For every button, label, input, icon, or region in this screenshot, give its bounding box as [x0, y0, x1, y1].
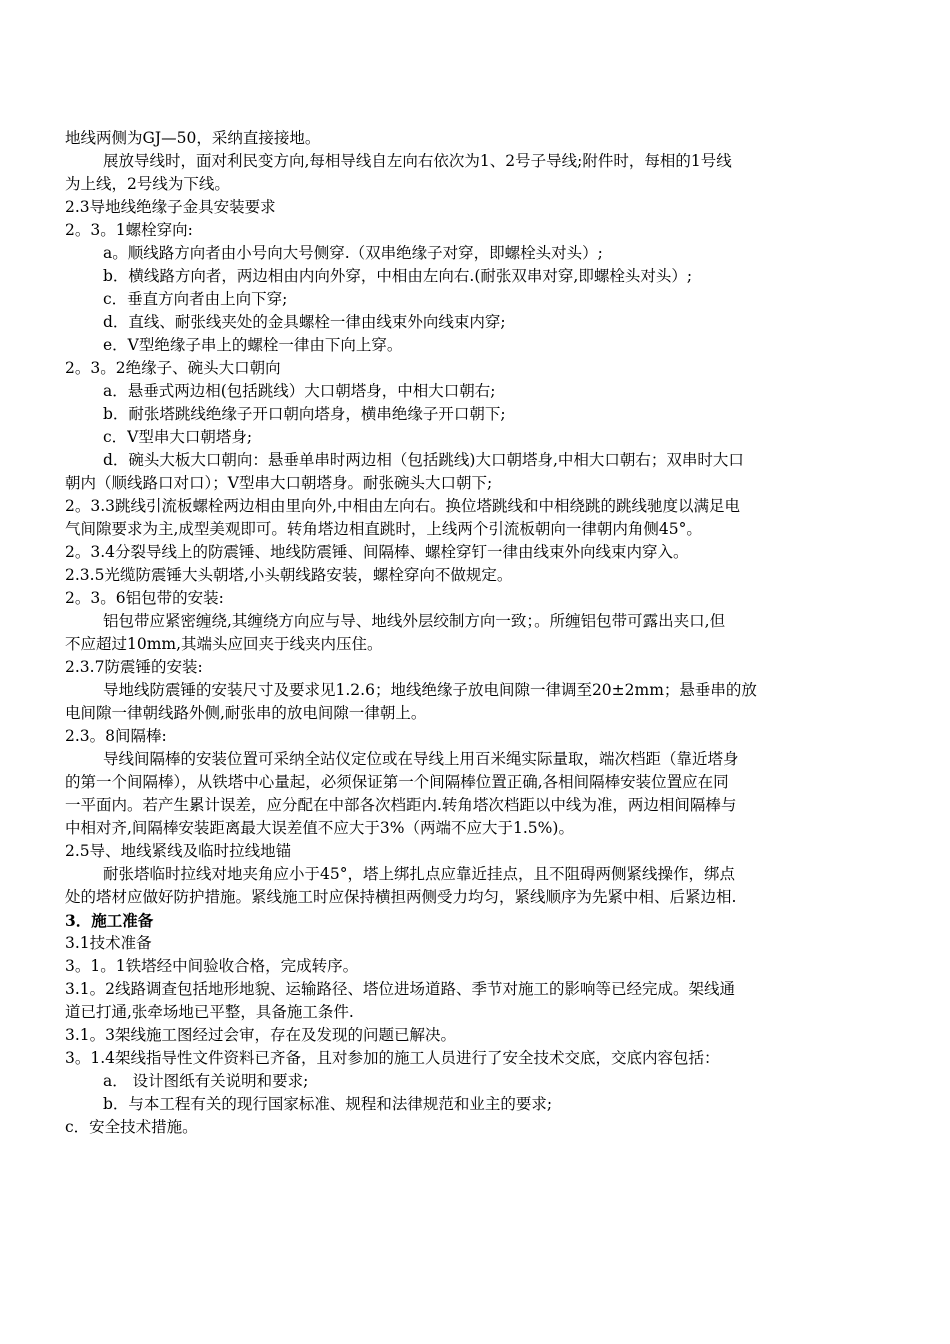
list-item: c．安全技术措施。 [65, 1118, 198, 1136]
text-line: 地线两侧为GJ—50，采纳直接接地。 [65, 129, 321, 147]
text-line: 导线间隔棒的安装位置可采纳全站仪定位或在导线上用百米绳实际量取，端次档距（靠近塔身 [103, 750, 739, 768]
list-item: b．耐张塔跳线绝缘子开口朝向塔身，横串绝缘子开口朝下; [103, 405, 506, 423]
text-line: 处的塔材应做好防护措施。紧线施工时应保持横担两侧受力均匀，紧线顺序为先紧中相、后紧边相. [65, 888, 737, 906]
section-heading: 2.5导、地线紧线及临时拉线地锚 [65, 842, 292, 860]
text-line: 朝内（顺线路口对口）；V型串大口朝塔身。耐张碗头大口朝下; [65, 474, 493, 492]
text-line: 气间隙要求为主,成型美观即可。转角塔边相直跳时，上线两个引流板朝向一律朝内角侧45°。 [65, 520, 702, 538]
subsection-heading: 2.3.7防震锤的安装: [65, 658, 203, 676]
list-item: c．垂直方向者由上向下穿; [103, 290, 288, 308]
section-heading: 3.1技术准备 [65, 934, 152, 952]
subsection-heading: 2。3。1螺栓穿向: [65, 221, 193, 239]
text-line: 展放导线时，面对利民变方向,每相导线自左向右依次为1、2号子导线;附件时，每相的1号线 [103, 152, 732, 170]
text-line: 3.1。2线路调查包括地形地貌、运输路径、塔位进场道路、季节对施工的影响等已经完成。架线通 [65, 980, 736, 998]
subsection-heading: 2.3。8间隔棒: [65, 727, 167, 745]
list-item: a。顺线路方向者由小号向大号侧穿.（双串绝缘子对穿，即螺栓头对头）; [103, 244, 603, 262]
list-item: e．V型绝缘子串上的螺栓一律由下向上穿。 [103, 336, 403, 354]
text-line: 电间隙一律朝线路外侧,耐张串的放电间隙一律朝上。 [65, 704, 427, 722]
text-line: 2.3.5光缆防震锤大头朝塔,小头朝线路安装，螺栓穿向不做规定。 [65, 566, 513, 584]
text-line: 3。1.4架线指导性文件资料已齐备，且对参加的施工人员进行了安全技术交底，交底内容包括： [65, 1049, 720, 1067]
text-line: 道已打通,张牵场地已平整，具备施工条件. [65, 1003, 354, 1021]
text-line: 一平面内。若产生累计误差，应分配在中部各次档距内.转角塔次档距以中线为准，两边相间隔棒与 [65, 796, 737, 814]
section-heading: 2.3导地线绝缘子金具安装要求 [65, 198, 276, 216]
list-item: c．V型串大口朝塔身; [103, 428, 253, 446]
text-line: 不应超过10mm,其端头应回夹于线夹内压住。 [65, 635, 383, 653]
list-item: a． 设计图纸有关说明和要求; [103, 1072, 309, 1090]
list-item: d．直线、耐张线夹处的金具螺栓一律由线束外向线束内穿; [103, 313, 506, 331]
text-line: 3.1。3架线施工图经过会审，存在及发现的问题已解决。 [65, 1026, 457, 1044]
text-line: 2。3.3跳线引流板螺栓两边相由里向外,中相由左向右。换位塔跳线和中相绕跳的跳线驰度以满足电 [65, 497, 740, 515]
text-line: 的第一个间隔棒），从铁塔中心量起，必须保证第一个间隔棒位置正确,各相间隔棒安装位置应在同 [65, 773, 729, 791]
text-line: 中相对齐,间隔棒安装距离最大误差值不应大于3%（两端不应大于1.5%)。 [65, 819, 574, 837]
text-line: 为上线，2号线为下线。 [65, 175, 230, 193]
list-item: d．碗头大板大口朝向：悬垂单串时两边相（包括跳线)大口朝塔身,中相大口朝右；双串时大口 [103, 451, 744, 469]
text-line: 铝包带应紧密缠绕,其缠绕方向应与导、地线外层绞制方向一致；。所缠铝包带可露出夹口,但 [103, 612, 726, 630]
chapter-heading: 3．施工准备 [65, 911, 154, 930]
list-item: a．悬垂式两边相(包括跳线）大口朝塔身，中相大口朝右; [103, 382, 496, 400]
list-item: b．横线路方向者，两边相由内向外穿，中相由左向右.(耐张双串对穿,即螺栓头对头）; [103, 267, 693, 285]
subsection-heading: 2。3。6铝包带的安装: [65, 589, 224, 607]
text-line: 2。3.4分裂导线上的防震锤、地线防震锤、间隔棒、螺栓穿钉一律由线束外向线束内穿入。 [65, 543, 689, 561]
text-line: 耐张塔临时拉线对地夹角应小于45°，塔上绑扎点应靠近挂点，且不阻碍两侧紧线操作，绑点 [103, 865, 735, 883]
text-line: 3。1。1铁塔经中间验收合格，完成转序。 [65, 957, 359, 975]
list-item: b．与本工程有关的现行国家标准、规程和法律规范和业主的要求; [103, 1095, 553, 1113]
text-line: 导地线防震锤的安装尺寸及要求见1.2.6；地线绝缘子放电间隙一律调至20±2mm；悬垂串的放 [103, 681, 757, 699]
subsection-heading: 2。3。2绝缘子、碗头大口朝向 [65, 359, 281, 377]
